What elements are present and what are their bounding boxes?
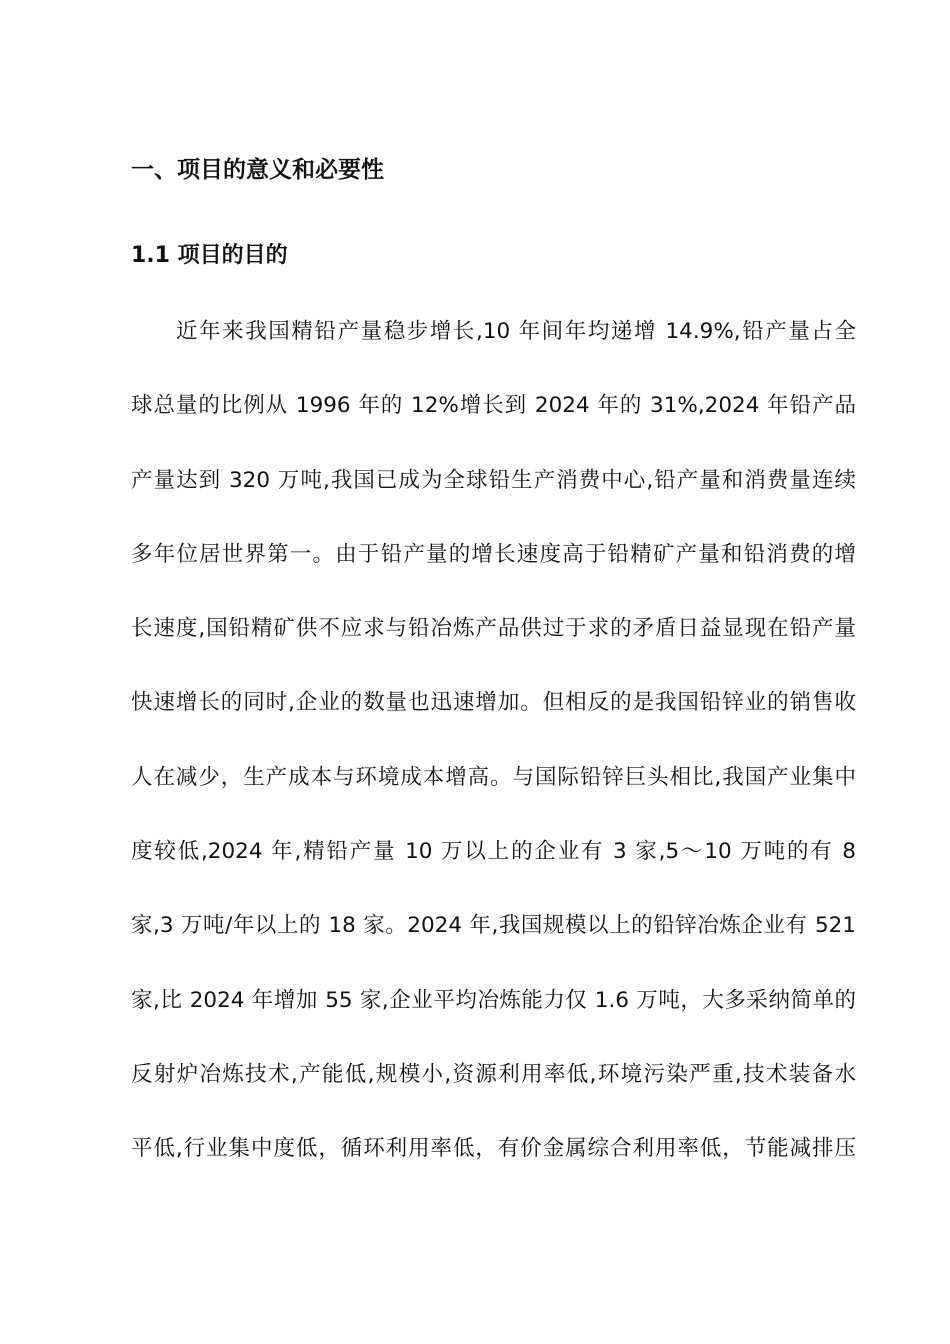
paragraph-line: 多年位居世界第一。由于铅产量的增长速度高于铅精矿产量和铅消费的增 [131, 541, 856, 567]
subsection-heading: 1.1 项目的目的 [131, 243, 288, 268]
paragraph-line: 平低,行业集中度低，循环利用率低，有价金属综合利用率低，节能减排压 [131, 1136, 856, 1162]
paragraph-line: 人在减少，生产成本与环境成本增高。与国际铅锌巨头相比,我国产业集中 [131, 764, 856, 790]
section-heading: 一、项目的意义和必要性 [131, 157, 384, 183]
paragraph-line: 家,比 2024 年增加 55 家,企业平均冶炼能力仅 1.6 万吨，大多采纳简单的 [131, 987, 856, 1013]
paragraph-line: 长速度,国铅精矿供不应求与铅冶炼产品供过于求的矛盾日益显现在铅产量 [131, 616, 856, 642]
paragraph-line: 快速增长的同时,企业的数量也迅速增加。但相反的是我国铅锌业的销售收 [131, 690, 856, 716]
paragraph-line: 度较低,2024 年,精铅产量 10 万以上的企业有 3 家,5～10 万吨的有 8 [131, 839, 856, 865]
body-paragraph [131, 312, 856, 1204]
paragraph-line: 球总量的比例从 1996 年的 12%增长到 2024 年的 31%,2024 年铅产品 [131, 393, 856, 419]
paragraph-line: 近年来我国精铅产量稳步增长,10 年间年均递增 14.9%,铅产量占全 [176, 319, 856, 344]
paragraph-line: 产量达到 320 万吨,我国已成为全球铅生产消费中心,铅产量和消费量连续 [131, 467, 856, 493]
paragraph-line: 反射炉冶炼技术,产能低,规模小,资源利用率低,环境污染严重,技术装备水 [131, 1061, 856, 1087]
paragraph-line: 家,3 万吨/年以上的 18 家。2024 年,我国规模以上的铅锌冶炼企业有 521 [131, 913, 856, 939]
